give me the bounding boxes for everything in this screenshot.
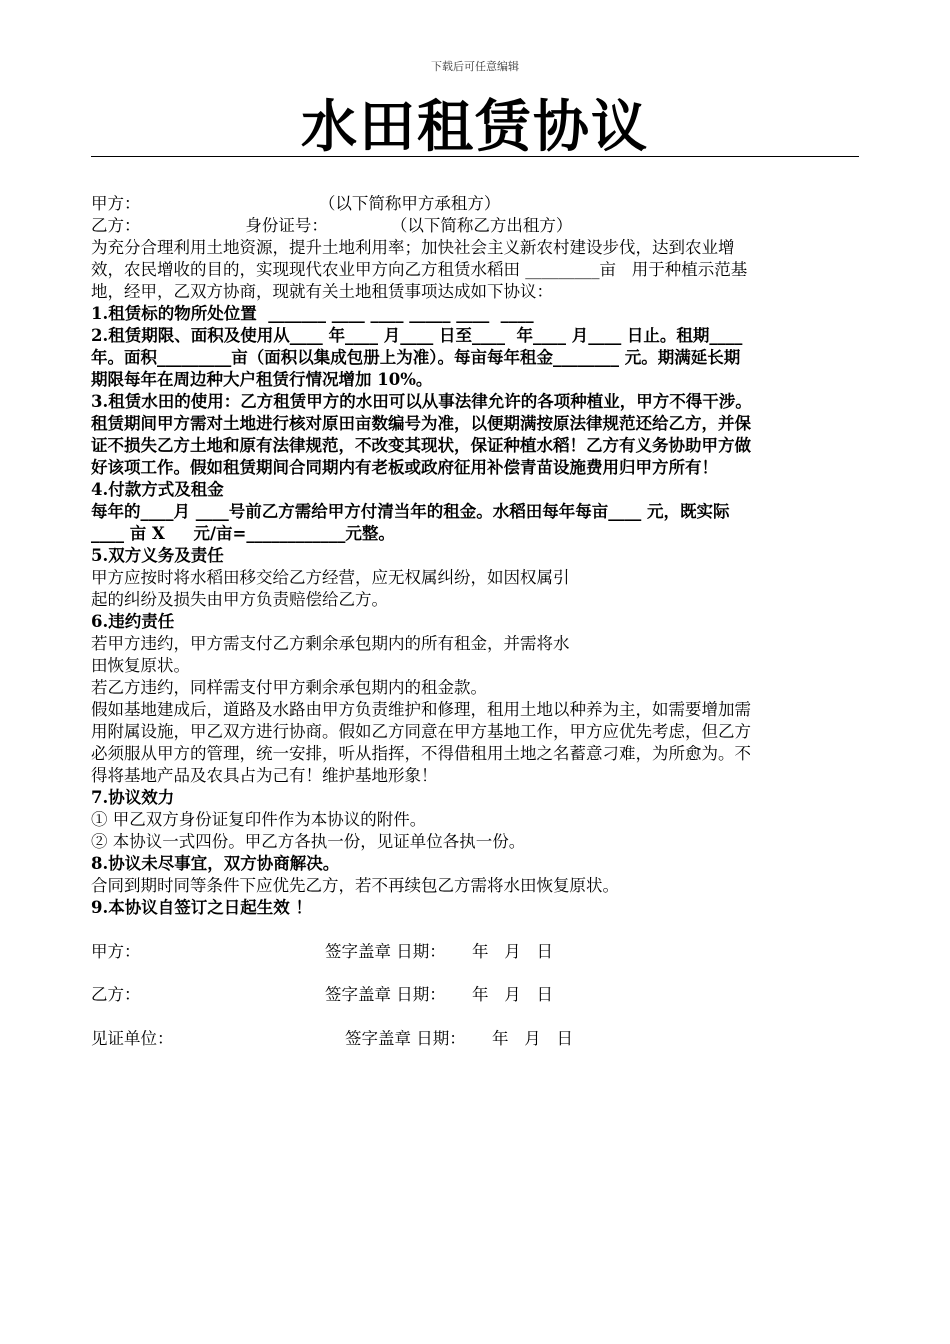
signature-party-b [91, 984, 861, 1006]
clause-2-term-line-1: 2.租赁期限、面积及使用从____ 年____ 月____ 日至____ 年____ 月____ 日止。租期____ [91, 326, 743, 345]
title-underline [91, 156, 859, 157]
clause-3-usage-line-2: 租赁期间甲方需对土地进行核对原田亩数编号为准，以便期满按原法律规范还给乙方，并保 [91, 414, 751, 433]
clause-4-payment-line-1: 每年的____月 ____号前乙方需给甲方付清当年的租金。水稻田每年每亩____ 元，既实际 [91, 502, 730, 521]
party-b-line: 乙方： 身份证号： （以下简称乙方出租方） [91, 216, 573, 235]
clause-2-term-line-2: 年。面积_________亩（面积以集成包册上为准）。每亩每年租金________ 元。期满延长期 [91, 348, 741, 367]
signature-date-field: 签字盖章 日期： 年 月 日 [345, 1029, 573, 1048]
signature-date-field: 签字盖章 日期： 年 月 日 [325, 942, 553, 961]
clause-7-item-2: ② 本协议一式四份。甲乙方各执一份，见证单位各执一份。 [91, 832, 526, 851]
document-title: 水田租赁协议 [301, 94, 649, 160]
clause-3-usage-line-4: 好该项工作。假如租赁期间合同期内有老板或政府征用补偿青苗设施费用归甲方所有！ [91, 458, 718, 477]
party-a-line: 甲方： （以下简称甲方承租方） [91, 194, 501, 213]
clause-8-line-1: 合同到期时同等条件下应优先乙方，若不再续包乙方需将水田恢复原状。 [91, 876, 619, 895]
clause-6-line-2: 田恢复原状。 [91, 656, 190, 675]
signature-date-field: 签字盖章 日期： 年 月 日 [325, 985, 553, 1004]
clause-2-term-line-3: 期限每年在周边种大户租赁行情况增加 10%。 [91, 370, 433, 389]
signature-witness [91, 1028, 861, 1050]
clause-6-line-1: 若甲方违约，甲方需支付乙方剩余承包期内的所有租金，并需将水 [91, 634, 570, 653]
preamble-line-1: 为充分合理利用土地资源，提升土地利用率；加快社会主义新农村建设步伐，达到农业增 [91, 238, 735, 257]
clause-5-heading: 5.双方义务及责任 [91, 546, 224, 565]
clause-8-heading: 8.协议未尽事宜，双方协商解决。 [91, 854, 340, 873]
signature-party-a [91, 941, 861, 963]
preamble-line-3: 地，经甲，乙双方协商，现就有关土地租赁事项达成如下协议： [91, 282, 553, 301]
clause-7-item-1: ① 甲乙双方身份证复印件作为本协议的附件。 [91, 810, 427, 829]
clause-3-usage-line-3: 证不损失乙方土地和原有法律规范，不改变其现状，保证种植水稻！乙方有义务协助甲方做 [91, 436, 751, 455]
clause-6-line-7: 得将基地产品及农具占为己有！维护基地形象！ [91, 766, 438, 785]
clause-6-heading: 6.违约责任 [91, 612, 175, 631]
clause-9-effective: 9.本协议自签订之日起生效 ！ [91, 898, 312, 917]
clause-4-payment-line-2: ____ 亩 X 元/亩=____________元整。 [91, 524, 395, 543]
clause-3-usage-line-1: 3.租赁水田的使用：乙方租赁甲方的水田可以从事法律允许的各项种植业，甲方不得干涉。 [91, 392, 752, 411]
clause-6-line-6: 必须服从甲方的管理，统一安排，听从指挥，不得借租用土地之名蓄意刁难，为所愈为。不 [91, 744, 751, 763]
clause-5-line-1: 甲方应按时将水稻田移交给乙方经营，应无权属纠纷，如因权属引 [91, 568, 570, 587]
clause-1-location: 1.租赁标的物所处位置 _______ ____ ____ _____ ____ ____ [91, 304, 534, 323]
clause-6-line-3: 若乙方违约，同样需支付甲方剩余承包期内的租金款。 [91, 678, 487, 697]
signature-label: 乙方： [91, 985, 141, 1004]
signature-label: 甲方： [91, 942, 141, 961]
clause-4-heading: 4.付款方式及租金 [91, 480, 224, 499]
preamble-line-2: 效，农民增收的目的，实现现代农业甲方向乙方租赁水稻田 _________亩 用于种植示范基 [91, 260, 748, 279]
signature-label: 见证单位： [91, 1029, 174, 1048]
clause-6-line-4: 假如基地建成后，道路及水路由甲方负责维护和修理，租用土地以种养为主，如需要增加需 [91, 700, 751, 719]
clause-6-line-5: 用附属设施，甲乙双方进行协商。假如乙方同意在甲方基地工作，甲方应优先考虑，但乙方 [91, 722, 751, 741]
clause-7-heading: 7.协议效力 [91, 788, 175, 807]
agreement-body [91, 193, 861, 919]
header-note: 下载后可任意编辑 [431, 60, 519, 73]
clause-5-line-2: 起的纠纷及损失由甲方负责赔偿给乙方。 [91, 590, 388, 609]
